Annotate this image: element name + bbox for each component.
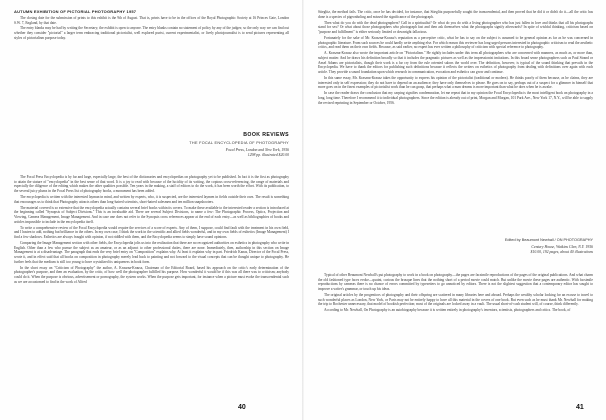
review-paragraph: A. Kraszna-Krausz also wrote the important article on "Pictorialism." He rightly includes under this term all photographers who are concerned with manners, as much as, or more than, subject matter. And he draws his definition broadly so that it includes the pragmatic pictures as well as the impressionist imitations. In this broad sense photographers such as Paul Strand or Ansel Adams are pictorialists, though their work is a far cry from the rule oriented salons the world over. The definition, however, is typical of the sound thinking that prevails in the Encyclopedia. We have to thank the editors for publishing such definitions because it reflects the writers on esthetics of photography from dealing with definitions over again with each article. They provide a sound foundation upon which research in communication, evocation and esthetics can grow and continue. — [318, 51, 593, 74]
review-paragraph: The original articles by the progenitors of photography and their offspring are scattered in many libraries here and abroad. Perhaps the wealthy scholar looking for an excuse to travel to such wonderful places as London, New York, or Paris may not be entirely happy to have all this material in the covers of one book. But even such as he must thank Mr. Newhall for making the trip to Rochester unnecessary, that model of bookish perfection; most of the originals are locked away in a vault. The usual short-of-cash student will, of course, think differently. — [318, 293, 593, 307]
second-review-header — [318, 238, 593, 255]
right-page — [304, 0, 606, 420]
review-paragraph: Fortunately for the sake of Mr. Kraszna-Krausz's reputation as a perceptive critic, what he has to say on the subject is assumed to be general opinion as far as he was concerned in photographic literature. From such sources he could hardly write anything else. For which reason this reviewer has long urged persons interested in photographic criticism to read the aesthetic critics, and read them on their own fields. Because, as said earlier, no expert has ever written a philosophy of criticism with special reference to photography. — [318, 35, 593, 50]
left-page — [0, 0, 302, 420]
section-title: BOOK REVIEWS — [243, 132, 289, 138]
page-number: 41 — [576, 404, 584, 411]
book-title: THE FOCAL ENCYCLOPEDIA OF PHOTOGRAPHY — [189, 141, 289, 145]
review-paragraph: Stieglitz, the method fails. The critic, once he has decided, for instance, that Stieglitz purposefully sought the transcendental, and then proved that he did it or didn't do it—all the critic has done is a species of pigeonholing and missed the significance of the photograph. — [318, 10, 593, 19]
publication-info: Century House, Watkins Glen, N.Y. 1956 — [531, 245, 593, 249]
intro-paragraph: The entry blanks may be had by writing the Secretary; the exhibit is open to anyone. The entry blanks contain no statement of policy by any of the judges; so the only way we can find out whether they consider "pictorial" a larger term embracing traditional pictorialist, well explored purist, current experimentalist, or lively photojournalist is to send pictures representing all styles of pictorialism purpose today. — [14, 26, 289, 40]
publication-price: 1298 pp. illustrated $20.00 — [247, 152, 289, 157]
review-paragraph: In case the reader draws the conclusion that my carping signifies condemnation, let me repeat that in my opinion the Focal Encyclopedia is the most intelligent book on photography in a long, long time. Therefore I recommend it to individual photographers. Since the edition is already out of print, Morgan and Morgan, 101 Park Ave., New York 17, N.Y., will be able to supply the revised reprinting in September or October, 1956. — [318, 91, 593, 105]
publication-price: $10.00, 192 pages, about 40 illustrations — [530, 249, 593, 254]
review-paragraph: Typical of other Beaumont Newhall's put photography to work in a book on photography—the pages are facsimile reproductions of the pages of the original publications. And what charm the old fashioned type faces evoke—quaint, curious the brusque lines that the nothing short of a period movie could match. But unlike the movie these pages are authentic. With facsimile reproductions by cameras there is no chance of errors committed by typesetters to go unnoticed by editors. There is not the slightest suggestion that a contemporary editor has sought to improve a writer's grammar, or touch up his ideas. — [318, 273, 593, 292]
editor-line: Edited by Beaumont Newhall / ON PHOTOGRAPHY — [504, 238, 593, 242]
review-paragraph: In the short essay on "Criticism of Photography" the author, A. Kraszna-Krausz, Chairman of the Editorial Board, based his approach on the critic's early determination of the photographer's purpose, and then an evaluation, by the critic, of how well the photographer fulfilled his purpose. How wonderful it would be if this was all there was to criticism; anybody could do it. When the purpose is obvious, advertisement or pornography, the system works. When the purpose gets important, for instance when a picture must evoke the transcendental such as we are accustomed to find in the work of Alfred — [14, 265, 289, 284]
book-reviews-header — [14, 132, 289, 158]
left-intro-block — [14, 10, 289, 42]
publication-info: Focal Press, London and New York, 1956 — [225, 148, 289, 152]
review-paragraph: The Focal Press Encyclopedia is by far and large, especially large, the best of the dictionaries and encyclopedias on photography yet to be published. In fact it is the first as photography to attain the stature of "encyclopedia" in the best sense of that word. It is a joy to read with because of the lucidity of its writing, the copious cross-referencing, the range of materials and especially the diligence of the editing which makes the other qualities possible. Ten years in the making, a staff of editors to do the work, it has been worth the effort. With its publication, to the several juicy plums in the Focal Press list of photography books, a monument has been added. — [14, 175, 289, 194]
second-review-text — [318, 273, 593, 314]
review-paragraph: To write a comprehensive review of the Focal Encyclopedia would require the services of a score of experts. Any of them, I suppose, could find fault with the treatment in his own field, and I hasten to add, nothing but brilliance in the others. In my own case, I think the work in the scientific and allied fields wonderful, and in my own fields of esthetics (Image Management) I find a few shadows. Esthetics are always fraught with opinion, if not riddled with them, and the Encyclopedia seems to simply have sound opinions. — [14, 225, 289, 239]
review-paragraph: According to Mr. Newhall, On Photography is an autobiography because it is written entirely in photography's inventors, scientists, photographers and critics. The book, of — [324, 308, 571, 313]
review-paragraph: Comparing the Image Management section with other fields, the Encyclopedia jolts us into the realization that there are no recognized authorities on esthetics in photography who write in English. Other than a few who pursue the subject as an amateur, or as an adjunct to other professional duties, there are none. Immediately, then, authorship in this section on Image Management is at a disadvantage. The paragraph that ends the very brief entry on "Composition" explains why. At least it explains why in part. Friedrich Kanas, Director of the Focal Press, wrote it, and in effect said that all books on composition in photography merely lead back to painting and not forward to the visual concepts that can be thought unique to photography. He further feels that the medium is still too young to have crystalized its uniqueness in book form. — [14, 240, 289, 264]
review-paragraph: Then what do you do with the dead photographers? Call in a spiritualist? Or what do you do with a living photographer who has just fallen in love and thinks that all his photographs stand for sex? Or what about those photographers who photograph fast and then ask themselves what the photographs signify afterwards? In spite of wishful thinking, criticism based on "purpose and fulfillment" is either seriously limited or downright fallacious. — [318, 20, 593, 34]
review-paragraph: The material covered is so extensive that the encyclopedia actually contains several brief books within its covers. To make these available to the interested reader a section is introduced at the beginning called "Synopsis of Subject Divisions." This is an invaluable aid. There are several Subject Divisions, to name a few: The Photographic Process, Optics, Projection and Viewing, Camera Management, Image Management. And in case one does not refer to the Synopsis cross references appear at the end of each entry—as well as bibliographies of books and articles impossible to include in the encyclopedia itself. — [14, 205, 289, 224]
review-paragraph: In this same essay, Mr. Kraszna-Krausz takes the opportunity to express his opinion of the pictorialist (traditional or modern). He thinks poorly of them because, as he claims, they are interested only in self expression; they do not have to depend on an audience; they have only themselves to please. He goes on to say, perhaps out of a suspect for a glimmer in himself that more goes on in the finest examples of pictorialist work than he can grasp, that perhaps what a man dreams is more important than what he does when he is awake. — [318, 75, 593, 90]
review-text — [14, 175, 289, 286]
review-paragraph: The encyclopedia is written with the interested layman in mind, and written by experts, who, it is suspected, are the interested laymen in fields outside their own. The result is something that encourages us to think that Photography attracts others than long-haired scientists, short-haired salesmen and ten million snapshooters. — [14, 195, 289, 204]
intro-paragraph: The closing date for the submission of prints to this exhibit is the 9th of August. That is, prints have to be in the offices of the Royal Photographic Society at 16 Princes Gate, London S.W. 7, England, by that date. — [14, 15, 289, 25]
exhibition-heading: AUTUMN EXHIBITION OF PICTORIAL PHOTOGRAPHY 1957 — [14, 9, 137, 14]
page-number: 40 — [238, 404, 246, 411]
right-review-continued — [318, 10, 593, 106]
